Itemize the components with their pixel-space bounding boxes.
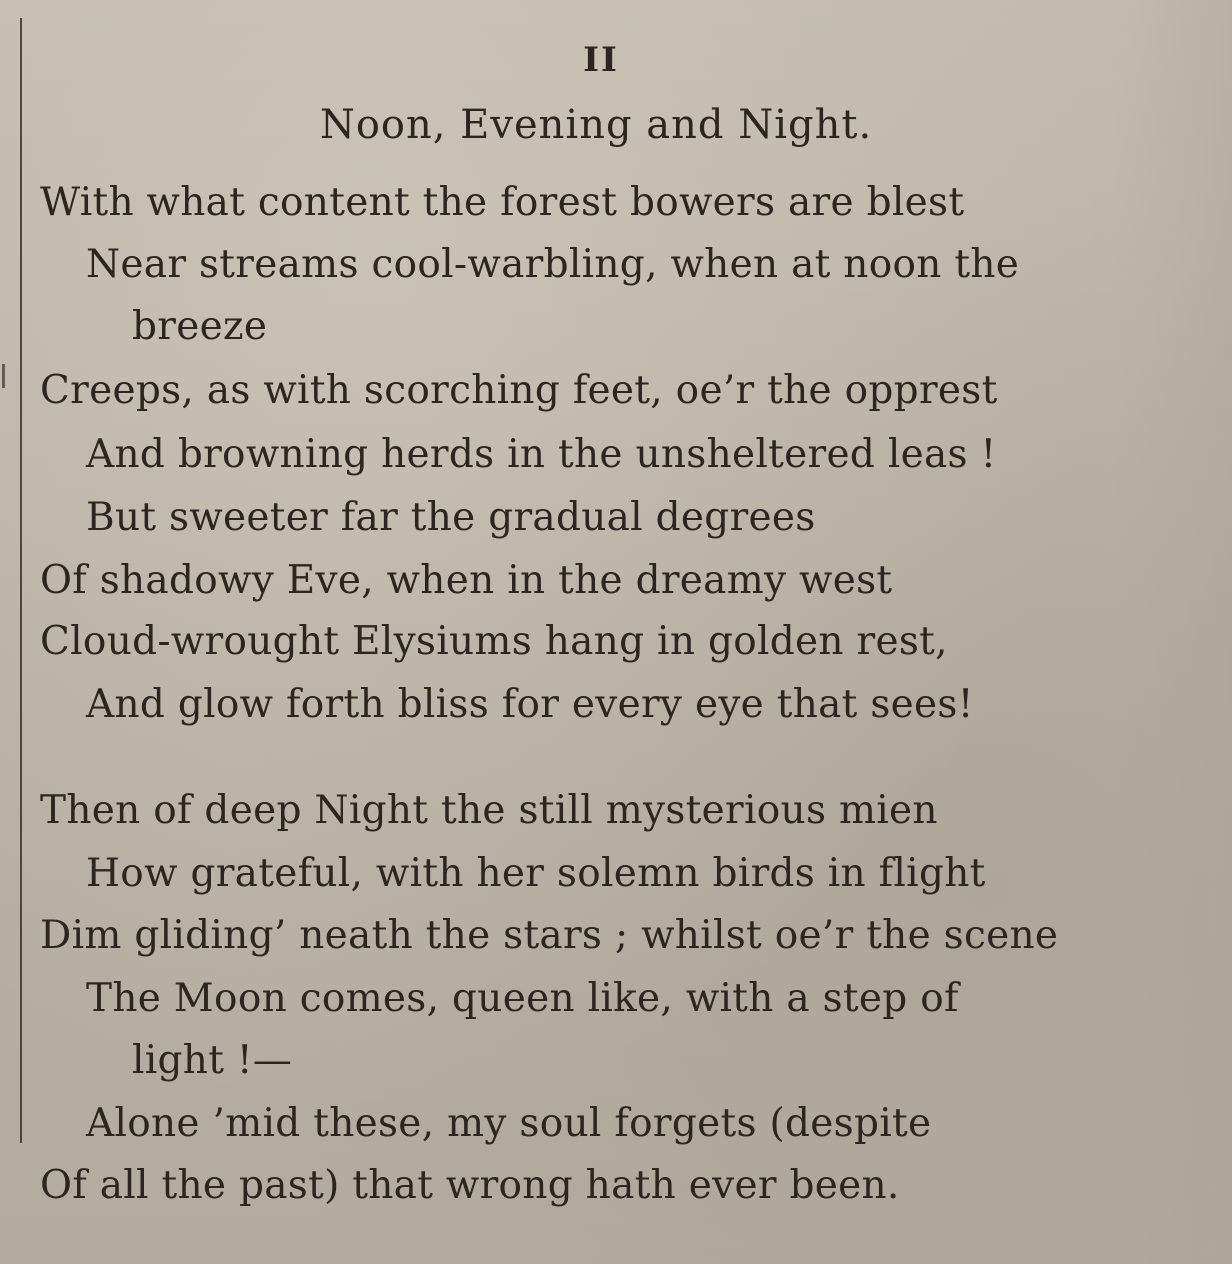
poem-line: But sweeter far the gradual degrees xyxy=(86,495,816,540)
poem-line: The Moon comes, queen like, with a step of xyxy=(86,976,959,1021)
poem-line: With what content the forest bowers are blest xyxy=(40,180,965,225)
poem-line: And glow forth bliss for every eye that sees! xyxy=(86,682,974,727)
section-number: II xyxy=(583,40,619,80)
poem-line: Of all the past) that wrong hath ever been. xyxy=(40,1163,900,1208)
poem-line: And browning herds in the unsheltered leas ! xyxy=(86,432,997,477)
poem-line: Of shadowy Eve, when in the dreamy west xyxy=(40,558,893,603)
poem-line: light !— xyxy=(132,1038,293,1083)
margin-mark xyxy=(2,364,5,388)
poem-line: Then of deep Night the still mysterious mien xyxy=(40,788,938,833)
show-through-shadow xyxy=(1112,0,1232,1264)
poem-title: Noon, Evening and Night. xyxy=(319,102,873,148)
poem-line: Cloud-wrought Elysiums hang in golden rest, xyxy=(40,619,948,664)
poem-line: How grateful, with her solemn birds in flight xyxy=(86,851,986,896)
poem-line: breeze xyxy=(132,304,268,349)
poem-line: Near streams cool-warbling, when at noon the xyxy=(86,242,1020,287)
poem-line: Creeps, as with scorching feet, oe’r the opprest xyxy=(40,368,998,413)
margin-rule xyxy=(20,18,22,1143)
poem-line: Dim gliding’ neath the stars ; whilst oe’r the scene xyxy=(40,913,1059,958)
poem-line: Alone ’mid these, my soul forgets (despite xyxy=(86,1101,932,1146)
